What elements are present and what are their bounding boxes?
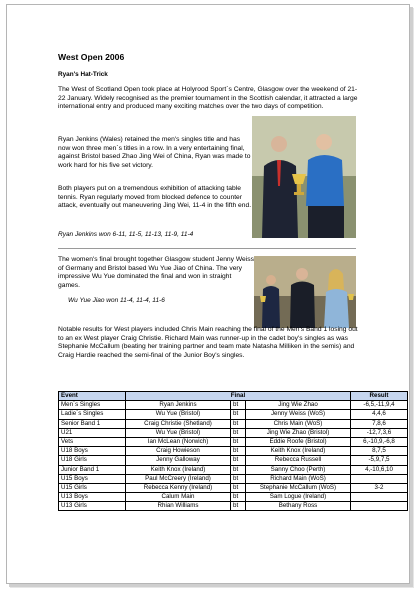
trophy-presentation-image	[252, 116, 356, 238]
table-row	[59, 456, 408, 465]
table-cell-event: Men`s Singles	[59, 401, 126, 410]
table-cell-player1: Craig Christie (Shetland)	[126, 419, 231, 428]
table-cell-player1: Wu Yue (Bristol)	[126, 410, 231, 419]
table-cell-result: 4,-10,6,10	[351, 465, 408, 474]
table-cell-event: U13 Boys	[59, 493, 126, 502]
womens-final-paragraph: The women's final brought together Glasgow student Jenny Weiss of Germany and Bristol based Wu Yue Jiao of China. The very impressive Wu Yue dominated the final and won in straight games.	[58, 256, 254, 290]
table-row	[59, 502, 408, 511]
match-description-paragraph: Both players put on a tremendous exhibition of attacking table tennis. Ryan regularly moved from blocked defence to counter attack, eventually out maneuvering Jing Wei, 11-4 in the fifth end.	[58, 185, 252, 210]
mens-final-result: Ryan Jenkins won 6-11, 11-5, 11-13, 11-9, 11-4	[58, 231, 194, 238]
table-cell-result	[351, 502, 408, 511]
table-cell-bt: bt	[231, 483, 246, 492]
table-cell-bt: bt	[231, 410, 246, 419]
table-cell-result: -12,7,3,6	[351, 428, 408, 437]
table-row	[59, 474, 408, 483]
table-cell-player1: Paul McCreery (Ireland)	[126, 474, 231, 483]
table-cell-bt: bt	[231, 419, 246, 428]
table-cell-event: Senior Band 1	[59, 419, 126, 428]
table-cell-event: U13 Girls	[59, 502, 126, 511]
table-cell-result: -5,9,7,5	[351, 456, 408, 465]
table-cell-result	[351, 493, 408, 502]
event-header: Event	[59, 392, 126, 401]
table-cell-player2: Jenny Weiss (WoS)	[246, 410, 351, 419]
table-cell-bt: bt	[231, 493, 246, 502]
table-cell-player1: Calum Main	[126, 493, 231, 502]
table-cell-player1: Rhian Williams	[126, 502, 231, 511]
table-row	[59, 493, 408, 502]
table-cell-player2: Sanny Choo (Perth)	[246, 465, 351, 474]
table-cell-player2: Keith Knox (Ireland)	[246, 447, 351, 456]
table-row	[59, 428, 408, 437]
table-cell-player1: Rebecca Kenny (Ireland)	[126, 483, 231, 492]
intro-paragraph: The West of Scotland Open took place at Holyrood Sport`s Centre, Glasgow over the weekend of 21-22 January. Widely recognised as the premier tournament in the Scottish calendar, it attracted a large international entry and produced many exciting matches over the two days of competition.	[58, 86, 358, 111]
table-cell-bt: bt	[231, 465, 246, 474]
table-cell-event: U15 Girls	[59, 483, 126, 492]
table-cell-bt: bt	[231, 401, 246, 410]
results-table	[58, 391, 408, 511]
results-header-row	[59, 392, 408, 401]
table-cell-result: 4,4,6	[351, 410, 408, 419]
trophy-presentation-photo	[252, 116, 356, 238]
table-cell-player2: Chris Main (WoS)	[246, 419, 351, 428]
table-cell-result: 7,8,6	[351, 419, 408, 428]
document-subtitle: Ryan's Hat-Trick	[58, 71, 108, 78]
table-cell-bt: bt	[231, 474, 246, 483]
table-cell-player2: Bethany Ross	[246, 502, 351, 511]
table-cell-player2: Jing Wie Zhao (Bristol)	[246, 428, 351, 437]
table-cell-event: U21	[59, 428, 126, 437]
table-cell-player2: Stephanie McCallum (WoS)	[246, 483, 351, 492]
document-title: West Open 2006	[58, 52, 125, 62]
table-cell-player1: Keith Knox (Ireland)	[126, 465, 231, 474]
final-header: Final	[126, 392, 351, 401]
table-row	[59, 419, 408, 428]
table-cell-bt: bt	[231, 502, 246, 511]
table-cell-player2: Rebecca Russell	[246, 456, 351, 465]
table-cell-player1: Ryan Jenkins	[126, 401, 231, 410]
womens-presentation-photo	[254, 256, 356, 328]
table-cell-event: Junior Band 1	[59, 465, 126, 474]
table-cell-player2: Sam Logue (Ireland)	[246, 493, 351, 502]
table-cell-player2: Richard Main (WoS)	[246, 474, 351, 483]
table-row	[59, 401, 408, 410]
table-cell-event: U18 Girls	[59, 456, 126, 465]
table-cell-bt: bt	[231, 447, 246, 456]
table-cell-result: -6,5,-11,9,4	[351, 401, 408, 410]
table-cell-player1: Ian McLean (Norwich)	[126, 437, 231, 446]
table-cell-event: U15 Boys	[59, 474, 126, 483]
table-cell-bt: bt	[231, 456, 246, 465]
womens-presentation-image	[254, 256, 356, 328]
table-cell-player1: Wu Yue (Bristol)	[126, 428, 231, 437]
table-cell-player1: Craig Howieson	[126, 447, 231, 456]
table-row	[59, 437, 408, 446]
table-cell-player2: Jing Wie Zhao	[246, 401, 351, 410]
table-cell-bt: bt	[231, 437, 246, 446]
table-cell-result	[351, 474, 408, 483]
table-cell-player1: Jenny Galloway	[126, 456, 231, 465]
results-body	[59, 401, 408, 511]
table-row	[59, 465, 408, 474]
womens-final-result: Wu Yue Jiao won 11-4, 11-4, 11-6	[68, 297, 165, 304]
section-divider	[58, 248, 356, 249]
table-cell-event: U18 Boys	[59, 447, 126, 456]
table-row	[59, 447, 408, 456]
table-row	[59, 483, 408, 492]
table-cell-event: Ladie`s Singles	[59, 410, 126, 419]
notable-results-paragraph: Notable results for West players included Chris Main reaching the final of the Men's Band 1 losing out to an ex West player Craig Christie. Richard Main was runner-up in the cadet boy's singles as was Stephanie McCallum (beating her training partner and team mate Natasha Milliken in the semis) and Craig Hardie reached the semi-final of the Junior Boy's singles.	[58, 326, 358, 360]
table-cell-bt: bt	[231, 428, 246, 437]
table-cell-player2: Eddie Roofe (Bristol)	[246, 437, 351, 446]
table-cell-result: 8,7,5	[351, 447, 408, 456]
table-cell-result: 3-2	[351, 483, 408, 492]
table-row	[59, 410, 408, 419]
mens-final-paragraph: Ryan Jenkins (Wales) retained the men's singles title and has now won three men`s titles in a row. In a very entertaining final, against Bristol based Zhao Jing Wei of China, Ryan was made to work hard for his five set victory.	[58, 136, 251, 170]
result-header: Result	[351, 392, 408, 401]
table-cell-result: 6,-10,9,-6,8	[351, 437, 408, 446]
table-cell-event: Vets	[59, 437, 126, 446]
